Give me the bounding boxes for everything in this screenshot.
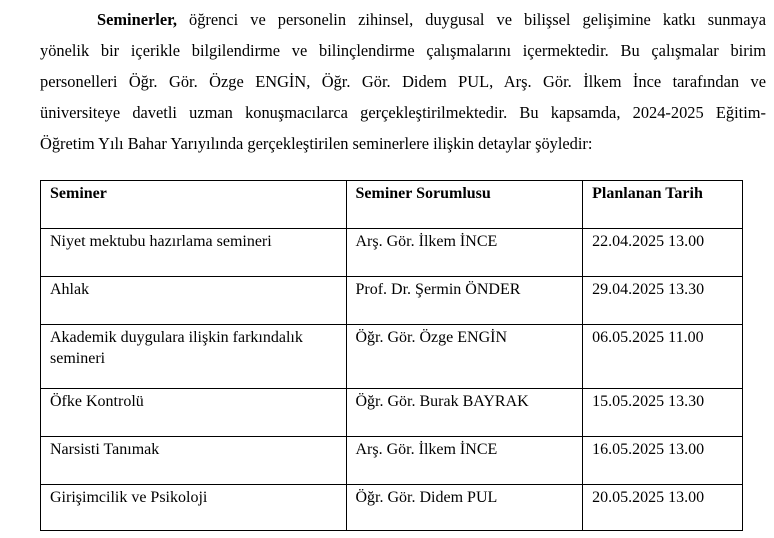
- cell-seminar: [41, 325, 347, 389]
- cell-seminar: Ahlak: [41, 277, 347, 325]
- cell-responsible: Arş. Gör. İlkem İNCE: [346, 437, 583, 485]
- table-row: [41, 485, 743, 531]
- table-row: [41, 277, 743, 325]
- paragraph-line-2: yönelik bir içerikle bilgilendirme ve bilinçlendirme çalışmalarını içermektedir. Bu çalışmalar birim: [40, 41, 766, 60]
- table-row: [41, 229, 743, 277]
- cell-seminar-line-2: semineri: [50, 350, 106, 367]
- cell-seminar: Narsisti Tanımak: [41, 437, 347, 485]
- cell-date: 06.05.2025 11.00: [583, 325, 743, 389]
- cell-responsible: Öğr. Gör. Burak BAYRAK: [346, 389, 583, 437]
- paragraph-line-1: [40, 4, 766, 35]
- header-date: Planlanan Tarih: [583, 181, 743, 229]
- cell-responsible: Prof. Dr. Şermin ÖNDER: [346, 277, 583, 325]
- paragraph-line-4: üniversiteye davetli uzman konuşmacılarca gerçekleştirilmektedir. Bu kapsamda, 2024-2025 Eğitim-: [40, 103, 766, 122]
- table-row: [41, 325, 743, 389]
- seminar-table: [40, 180, 743, 531]
- cell-date: 15.05.2025 13.30: [583, 389, 743, 437]
- header-responsible: Seminer Sorumlusu: [346, 181, 583, 229]
- cell-seminar: Öfke Kontrolü: [41, 389, 347, 437]
- cell-seminar: Niyet mektubu hazırlama semineri: [41, 229, 347, 277]
- table-row: [41, 389, 743, 437]
- paragraph-lead-bold: Seminerler,: [97, 10, 177, 29]
- table-row: [41, 437, 743, 485]
- cell-responsible: Arş. Gör. İlkem İNCE: [346, 229, 583, 277]
- cell-seminar: Girişimcilik ve Psikoloji: [41, 485, 347, 531]
- paragraph-line-3: personelleri Öğr. Gör. Özge ENGİN, Öğr. Gör. Didem PUL, Arş. Gör. İlkem İnce tarafından ve: [40, 72, 766, 91]
- cell-responsible: Öğr. Gör. Özge ENGİN: [346, 325, 583, 389]
- paragraph-line-5: Öğretim Yılı Bahar Yarıyılında gerçekleştirilen seminerlere ilişkin detaylar şöyledir:: [40, 134, 593, 153]
- table-header-row: [41, 181, 743, 229]
- paragraph-line-1-text: öğrenci ve personelin zihinsel, duygusal ve bilişsel gelişimine katkı sunmaya: [176, 10, 766, 29]
- cell-date: 29.04.2025 13.30: [583, 277, 743, 325]
- cell-date: 20.05.2025 13.00: [583, 485, 743, 531]
- cell-responsible: Öğr. Gör. Didem PUL: [346, 485, 583, 531]
- header-seminar: Seminer: [41, 181, 347, 229]
- intro-paragraph: [40, 4, 766, 159]
- cell-seminar-line-1: Akademik duygulara ilişkin farkındalık: [50, 329, 303, 346]
- cell-date: 22.04.2025 13.00: [583, 229, 743, 277]
- cell-date: 16.05.2025 13.00: [583, 437, 743, 485]
